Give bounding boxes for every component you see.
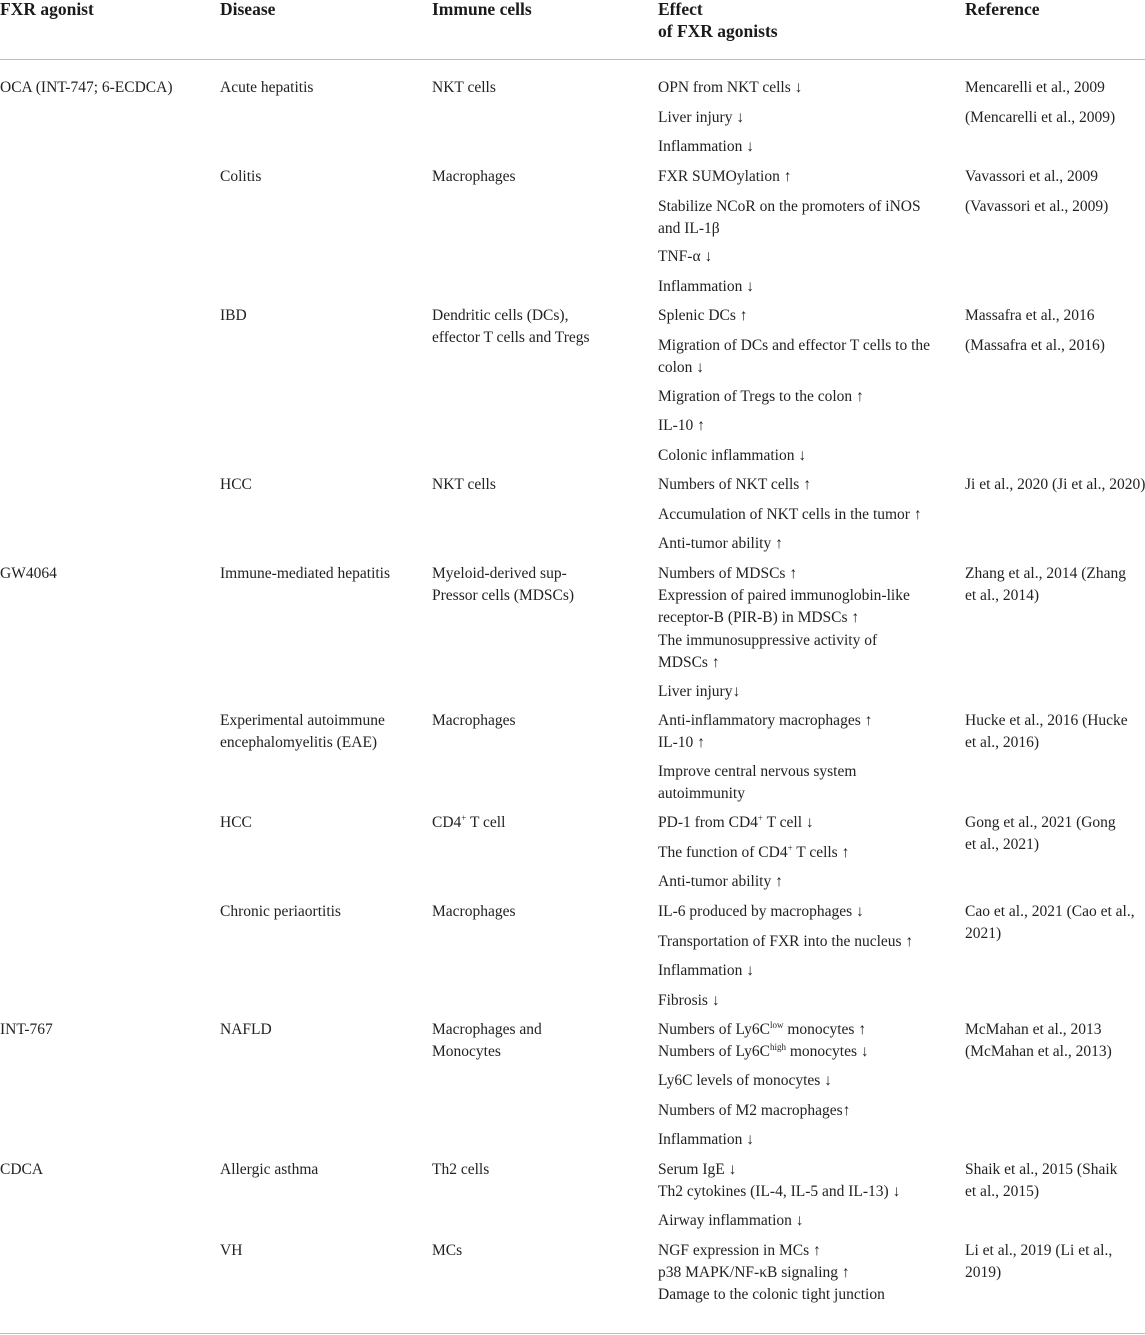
effect-line: Ly6C levels of monocytes ↓ — [658, 1072, 832, 1089]
effect-line: IL-6 produced by macrophages ↓ — [658, 903, 864, 920]
effect-line: The immunosuppressive activity of — [658, 632, 878, 649]
header-disease: Disease — [220, 0, 276, 19]
effect-line: Transportation of FXR into the nucleus ↑ — [658, 933, 914, 950]
reference-line: et al., 2021) — [965, 836, 1040, 853]
effect-line: Anti-tumor ability ↑ — [658, 535, 783, 552]
reference-line: Massafra et al., 2016 — [965, 307, 1095, 324]
effect-line: Fibrosis ↓ — [658, 992, 720, 1009]
reference-line: 2019) — [965, 1264, 1002, 1281]
effect-line: Inflammation ↓ — [658, 278, 754, 295]
header-effect-line2: of FXR agonists — [658, 21, 778, 41]
immune-cells-cell: Myeloid-derived sup- — [432, 565, 567, 582]
disease-cell: Colitis — [220, 168, 262, 185]
disease-cell: NAFLD — [220, 1021, 272, 1038]
reference-line: et al., 2015) — [965, 1183, 1040, 1200]
disease-cell: HCC — [220, 814, 252, 831]
effect-line: IL-10 ↑ — [658, 734, 705, 751]
effect-line: Damage to the colonic tight junction — [658, 1286, 885, 1303]
effect-line: IL-10 ↑ — [658, 417, 705, 434]
header-effect: Effect — [658, 0, 703, 19]
agonist-cell: INT-767 — [0, 1021, 53, 1038]
effect-line: Liver injury↓ — [658, 683, 741, 700]
immune-cells-cell: Monocytes — [432, 1043, 501, 1060]
effect-line: Anti-tumor ability ↑ — [658, 873, 783, 890]
immune-cells-cell: MCs — [432, 1242, 463, 1259]
immune-cells-cell: Macrophages — [432, 168, 516, 185]
effect-line: receptor-B (PIR-B) in MDSCs ↑ — [658, 609, 860, 626]
effect-line: Stabilize NCoR on the promoters of iNOS — [658, 198, 921, 215]
effect-line: Numbers of M2 macrophages↑ — [658, 1102, 851, 1119]
effect-line: Expression of paired immunoglobin-like — [658, 587, 910, 604]
header-reference: Reference — [965, 0, 1040, 19]
immune-cells-cell: NKT cells — [432, 476, 496, 493]
effect-line: Inflammation ↓ — [658, 1131, 754, 1148]
reference-line: Shaik et al., 2015 (Shaik — [965, 1161, 1118, 1178]
effect-line: PD-1 from CD4+ T cell ↓ — [658, 813, 814, 831]
effect-line: Improve central nervous system — [658, 763, 857, 780]
reference-line: (Vavassori et al., 2009) — [965, 198, 1109, 215]
effect-line: The function of CD4+ T cells ↑ — [658, 843, 850, 861]
effect-line: Inflammation ↓ — [658, 962, 754, 979]
effect-line: OPN from NKT cells ↓ — [658, 79, 803, 96]
reference-line: Hucke et al., 2016 (Hucke — [965, 712, 1128, 729]
reference-line: (McMahan et al., 2013) — [965, 1043, 1112, 1060]
agonist-cell: OCA (INT-747; 6-ECDCA) — [0, 79, 173, 96]
reference-line: Vavassori et al., 2009 — [965, 168, 1099, 185]
effect-line: colon ↓ — [658, 359, 705, 376]
effect-line: MDSCs ↑ — [658, 654, 720, 671]
immune-cells-cell: Macrophages — [432, 903, 516, 920]
immune-cells-cell: Pressor cells (MDSCs) — [432, 587, 575, 604]
immune-cells-cell: NKT cells — [432, 79, 496, 96]
header-fxr-agonist: FXR agonist — [0, 0, 94, 19]
effect-line: Airway inflammation ↓ — [658, 1212, 804, 1229]
effect-line: and IL-1β — [658, 220, 720, 237]
immune-cells-cell: Macrophages — [432, 712, 516, 729]
reference-line: Zhang et al., 2014 (Zhang — [965, 565, 1126, 582]
effect-line: Inflammation ↓ — [658, 138, 754, 155]
immune-cells-cell: effector T cells and Tregs — [432, 329, 590, 346]
effect-line: Serum IgE ↓ — [658, 1161, 737, 1178]
disease-cell: IBD — [220, 307, 247, 324]
effect-line: Colonic inflammation ↓ — [658, 447, 807, 464]
reference-line: Ji et al., 2020 (Ji et al., 2020) — [965, 476, 1145, 493]
disease-cell: HCC — [220, 476, 252, 493]
disease-cell: encephalomyelitis (EAE) — [220, 734, 378, 751]
reference-line: et al., 2014) — [965, 587, 1040, 604]
disease-cell: Chronic periaortitis — [220, 903, 341, 920]
immune-cells-cell: Dendritic cells (DCs), — [432, 307, 569, 324]
bottom-rule — [0, 1333, 1145, 1334]
header-immune-cells: Immune cells — [432, 0, 532, 19]
reference-line: (Mencarelli et al., 2009) — [965, 109, 1116, 126]
effect-line: Numbers of $Ly6C^{low}$ monocytes ↑ — [658, 1020, 867, 1038]
reference-line: et al., 2016) — [965, 734, 1040, 751]
effect-line: Numbers of $Ly6C^{high}$ monocytes ↓ — [658, 1042, 869, 1060]
effect-line: Numbers of MDSCs ↑ — [658, 565, 798, 582]
immune-cells-cell: CD4+ T cell — [432, 813, 506, 831]
disease-cell: Allergic asthma — [220, 1161, 319, 1178]
effect-line: FXR SUMOylation ↑ — [658, 168, 792, 185]
agonist-cell: GW4064 — [0, 565, 57, 582]
disease-cell: Acute hepatitis — [220, 79, 314, 96]
effect-line: Liver injury ↓ — [658, 109, 745, 126]
effect-line: NGF expression in MCs ↑ — [658, 1242, 821, 1259]
reference-line: Cao et al., 2021 (Cao et al., — [965, 903, 1135, 920]
disease-cell: Experimental autoimmune — [220, 712, 385, 729]
reference-line: (Massafra et al., 2016) — [965, 337, 1105, 354]
effect-line: Splenic DCs ↑ — [658, 307, 748, 324]
header-rule — [0, 59, 1145, 60]
effect-line: Anti-inflammatory macrophages ↑ — [658, 712, 873, 729]
reference-line: Gong et al., 2021 (Gong — [965, 814, 1116, 831]
immune-cells-cell: Th2 cells — [432, 1161, 490, 1178]
reference-line: Mencarelli et al., 2009 — [965, 79, 1105, 96]
effect-line: autoimmunity — [658, 785, 745, 802]
effect-line: Migration of Tregs to the colon ↑ — [658, 388, 864, 405]
effect-line: Numbers of NKT cells ↑ — [658, 476, 811, 493]
reference-line: 2021) — [965, 925, 1002, 942]
agonist-cell: CDCA — [0, 1161, 44, 1178]
disease-cell: Immune-mediated hepatitis — [220, 565, 391, 582]
effect-line: Accumulation of NKT cells in the tumor ↑ — [658, 506, 922, 523]
effect-line: TNF-α ↓ — [658, 248, 713, 265]
effect-line: p38 MAPK/NF-κB signaling ↑ — [658, 1264, 850, 1281]
effect-line: Migration of DCs and effector T cells to the — [658, 337, 931, 354]
reference-line: McMahan et al., 2013 — [965, 1021, 1102, 1038]
reference-line: Li et al., 2019 (Li et al., — [965, 1242, 1113, 1259]
effect-line: Th2 cytokines (IL-4, IL-5 and IL-13) ↓ — [658, 1183, 901, 1200]
disease-cell: VH — [220, 1242, 243, 1259]
immune-cells-cell: Macrophages and — [432, 1021, 542, 1038]
